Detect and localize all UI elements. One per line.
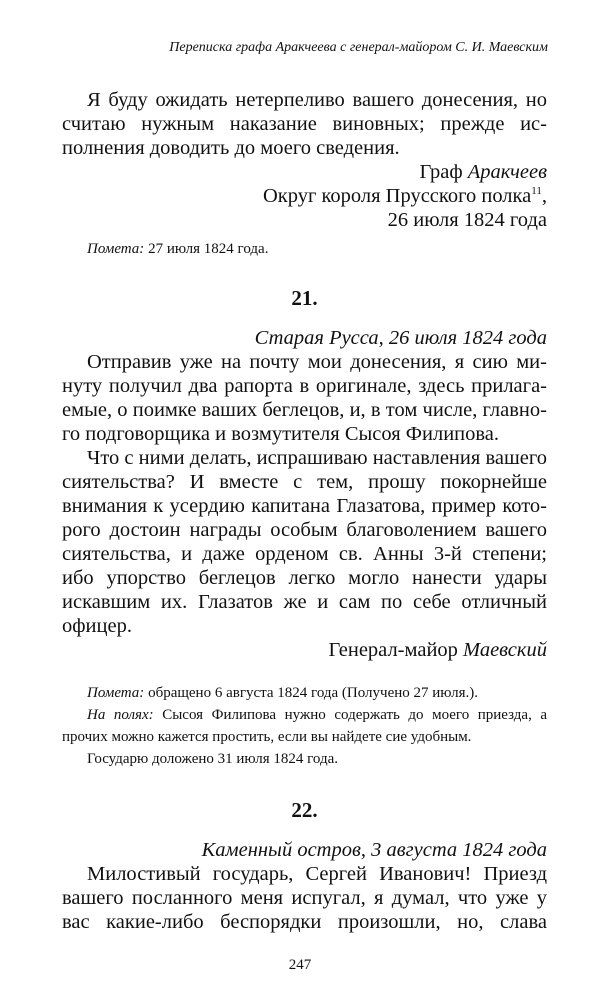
letter20-closing-paragraph: Я буду ожидать нетерпеливо вашего донесения, но считаю нужным наказание виновных; прежде исполнения доводить до моего сведения. [62,89,547,159]
signature-name: Аракчеев [467,161,547,183]
letter21-paragraph-2: Что с ними делать, испрашиваю наставления вашего сиятельства? И вместе с тем, прошу покорнейше внимания к усердию капитана Глазатова, пример которого достоин награды особым благоволением вашего сиятельства, и даже орденом св. Анны 3-й степени; ибо упорство беглецов легко могло нанести удары искавшим их. Глазатов же и сам по себе отличный офицер. [62,447,547,637]
mark-label: Помета: [87,241,145,257]
letter20-mark [62,238,547,260]
mark-text: обращено 6 августа 1824 года (Получено 27 июля.). [144,685,479,701]
letter22-number: 22. [291,798,318,822]
letter21-mark [62,682,547,704]
page-content [62,88,547,934]
margin-text: Сысоя Филипова нужно содержать до моего приезда, а прочих можно кажется простить, если вы найдете сие удобным. [62,707,548,745]
letter21-paragraph-1: Отправив уже на почту мои донесения, я сию минуту получил два рапорта в оригинале, здесь прилагаемые, о поимке ваших беглецов, и, в том числе, главного подговорщика и возмутителя Сысоя Филипова. [62,351,547,445]
place-suffix: , [541,185,547,207]
place-text: Округ короля Прусского полка [262,185,532,207]
signature-prefix: Генерал-майор [328,639,464,661]
letter21-dateline: Старая Русса, 26 июля 1824 года [254,327,547,349]
margin-label: На полях: [87,707,154,723]
mark-label: Помета: [87,685,145,701]
letter22-dateline: Каменный остров, 3 августа 1824 года [201,839,547,861]
letter20-date: 26 июля 1824 года [387,209,547,231]
letter20-signature [62,160,547,184]
letter21-margin-note [62,704,547,748]
page-number: 247 [288,957,312,973]
letter21-number: 21. [291,286,318,310]
signature-name: Маевский [463,639,547,661]
mark-text: 27 июля 1824 года. [144,241,269,257]
signature-prefix: Граф [419,161,468,183]
letter21-report-note: Государю доложено 31 июля 1824 года. [87,751,339,767]
letter20-place [62,184,547,208]
footnote-reference: 11 [531,185,542,198]
letter22-paragraph-1: Милостивый государь, Сергей Иванович! Приезд вашего посланного меня испугал, я думал, что уже у вас какие-либо беспорядки произошли, но, слава [62,863,547,933]
running-header: Переписка графа Аракчеева с генерал-майором С. И. Маевским [169,40,548,55]
letter21-signature [62,638,547,662]
